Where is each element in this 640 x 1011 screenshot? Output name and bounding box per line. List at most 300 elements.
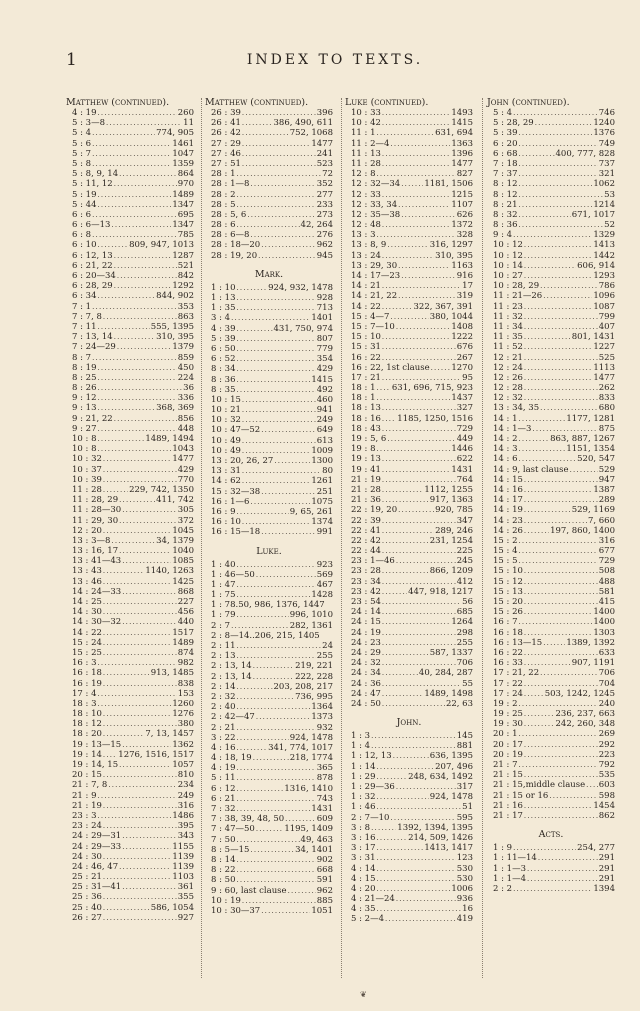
dot-leader — [382, 495, 429, 505]
dot-leader — [98, 200, 172, 210]
dot-leader — [258, 251, 316, 261]
page-references: 591 — [316, 875, 333, 886]
verse-reference: 13 : 3—8 — [72, 535, 111, 546]
page-references: 277 — [316, 189, 333, 200]
dot-leader — [242, 395, 316, 405]
dot-leader — [524, 302, 592, 312]
dot-leader — [237, 804, 311, 814]
page-references: 440 — [177, 617, 194, 628]
index-entry — [487, 770, 615, 780]
page-references: 412 — [456, 576, 473, 587]
verse-reference: 24 : 34 — [351, 668, 381, 679]
page-references: 810 — [177, 770, 194, 781]
dot-leader — [98, 373, 177, 383]
page-references: 1477 — [311, 138, 333, 149]
index-entry — [66, 393, 194, 403]
index-entry — [487, 251, 615, 261]
index-entry — [345, 454, 473, 464]
verse-reference: 10 : 12 — [493, 240, 523, 251]
dot-leader — [524, 526, 549, 536]
index-entry — [487, 169, 615, 179]
verse-reference: 13 : 24 — [351, 250, 381, 261]
index-entry — [205, 527, 333, 537]
page-references: 774, 905 — [156, 128, 194, 139]
dot-leader — [114, 281, 172, 291]
index-entry — [205, 886, 333, 896]
index-entry — [66, 332, 194, 342]
page-references: 746 — [598, 108, 615, 118]
dot-leader — [261, 240, 316, 250]
page-references: 680 — [598, 403, 615, 414]
index-entry — [66, 801, 194, 811]
page-references: 609 — [316, 814, 333, 825]
index-entry — [345, 751, 473, 761]
page-references: 1103 — [172, 872, 194, 883]
index-section — [205, 267, 333, 538]
page-references: 1155 — [172, 841, 194, 852]
dot-leader — [524, 332, 571, 342]
dot-leader — [119, 516, 177, 526]
page-references: 603 — [598, 780, 615, 791]
page-references: 1493 — [451, 108, 473, 118]
page-references: 598 — [598, 790, 615, 801]
dot-leader — [250, 497, 310, 507]
section-heading: Matthew (continued). — [66, 97, 170, 108]
dot-leader — [253, 661, 294, 671]
verse-reference: 16 : 22, 1st clause — [351, 362, 430, 373]
page-references: 713 — [316, 303, 333, 314]
index-entry — [66, 353, 194, 363]
page-references: 1045 — [172, 525, 194, 536]
page-references: 343 — [177, 831, 194, 842]
dot-leader — [250, 230, 315, 240]
index-entry — [66, 240, 194, 250]
page-references: 1329 — [593, 230, 615, 241]
index-entry — [487, 628, 615, 638]
index-entry — [345, 200, 473, 210]
page-references: 587, 1337 — [429, 647, 473, 658]
page-references: 779 — [316, 343, 333, 354]
dot-leader — [103, 729, 144, 739]
dot-leader — [382, 118, 450, 128]
dot-leader — [524, 689, 544, 699]
index-entry — [487, 556, 615, 566]
index-entry — [66, 699, 194, 709]
verse-reference: 10 : 33 — [351, 108, 381, 118]
page-references: 704 — [598, 678, 615, 689]
index-entry — [66, 882, 194, 892]
page-references: 1431 — [451, 464, 473, 475]
index-entry — [487, 843, 615, 853]
verse-reference: 10 : 21 — [211, 405, 241, 416]
dot-leader — [382, 668, 418, 678]
verse-reference: 23 : 24 — [72, 821, 102, 832]
index-entry — [205, 179, 333, 189]
dot-leader — [586, 780, 598, 790]
verse-reference: 28 : 6 — [211, 220, 236, 231]
verse-reference: 12 : 20 — [72, 525, 102, 536]
page-references: 924, 1478 — [429, 792, 473, 803]
page-references: 336 — [177, 393, 194, 404]
page-references: 633 — [598, 647, 615, 658]
verse-reference: 18 : 1 — [351, 393, 376, 404]
index-entry — [66, 780, 194, 790]
index-entry — [205, 139, 333, 149]
page-references: 429 — [177, 464, 194, 475]
page-references: 22, 63 — [445, 698, 473, 709]
dot-leader — [237, 190, 316, 200]
index-section — [345, 715, 473, 925]
dot-leader — [382, 485, 423, 495]
page-references: 1431 — [311, 804, 333, 814]
index-entry — [345, 118, 473, 128]
dot-leader — [524, 566, 598, 576]
index-entry — [66, 729, 194, 739]
dot-leader — [237, 875, 316, 885]
index-entry — [205, 621, 333, 631]
index-entry — [487, 271, 615, 281]
dot-leader — [117, 271, 177, 281]
dot-leader — [237, 293, 316, 303]
index-entry — [487, 373, 615, 383]
page-references: 1387 — [593, 484, 615, 495]
dot-leader — [431, 363, 451, 373]
verse-reference: 14 : 17—23 — [351, 271, 401, 281]
page-references: 341, 774, 1017 — [268, 742, 333, 753]
index-entry — [66, 913, 194, 923]
dot-leader — [570, 465, 598, 475]
dot-leader — [237, 692, 295, 702]
dot-leader — [242, 466, 321, 476]
dot-leader — [122, 882, 177, 892]
index-entry — [345, 894, 473, 904]
index-entry — [487, 719, 615, 729]
dot-leader — [250, 179, 315, 189]
page-references: 856 — [177, 413, 194, 424]
verse-reference: 21 : 16 — [493, 800, 523, 811]
page-references: 996, 1010 — [289, 610, 333, 621]
verse-reference: 10 : 49 — [211, 435, 241, 446]
index-entry — [66, 149, 194, 159]
dot-leader — [261, 487, 316, 497]
dot-leader — [237, 641, 322, 651]
verse-reference: 20 : 15 — [72, 770, 102, 781]
index-entry — [345, 516, 473, 526]
index-entry — [345, 424, 473, 434]
verse-reference: 2 : 13, 14 — [211, 671, 252, 682]
index-entry — [487, 577, 615, 587]
index-entry — [205, 763, 333, 773]
verse-reference: 21 : 17 — [493, 810, 523, 821]
dot-leader — [237, 303, 316, 313]
index-entry — [487, 332, 615, 342]
dot-leader — [92, 353, 177, 363]
verse-reference: 18 : 13 — [351, 403, 381, 414]
verse-reference: 25 : 31—41 — [72, 882, 122, 893]
verse-reference: 1 : 75 — [211, 590, 236, 601]
page-references: 291 — [598, 863, 615, 874]
page-references: 631, 696, 715, 923 — [391, 383, 473, 394]
verse-reference: 21 : 15 — [493, 770, 523, 781]
page-references: 530 — [456, 863, 473, 874]
page-references: 245 — [456, 556, 473, 567]
dot-leader — [117, 342, 172, 352]
verse-reference: 16 : 18 — [72, 668, 102, 679]
column-divider — [201, 98, 202, 978]
index-entry — [205, 580, 333, 590]
dot-leader — [513, 843, 576, 853]
index-entry — [487, 118, 615, 128]
page-references: 917, 1363 — [429, 495, 473, 506]
page-references: 40, 284, 287 — [418, 668, 473, 679]
index-entry — [66, 281, 194, 291]
section-heading: Acts. — [538, 829, 564, 841]
index-entry — [205, 682, 333, 692]
index-entry — [205, 128, 333, 138]
page-references: 1477 — [172, 454, 194, 465]
dot-leader — [119, 862, 171, 872]
page-references: 936 — [456, 894, 473, 905]
verse-reference: 23 : 3 — [72, 810, 97, 821]
verse-reference: 12 : 21 — [493, 352, 523, 363]
index-entry — [487, 342, 615, 352]
index-entry — [205, 906, 333, 916]
page-references: 523 — [316, 158, 333, 169]
index-entry — [487, 864, 615, 874]
dot-leader — [532, 424, 597, 434]
verse-reference: 5 : 39 — [211, 333, 236, 344]
dot-leader — [543, 291, 592, 301]
verse-reference: 21 : 28 — [351, 484, 381, 495]
index-entry — [205, 896, 333, 906]
page-references: 153 — [177, 688, 194, 699]
verse-reference: 14 : 16 — [493, 484, 523, 495]
index-entry — [345, 230, 473, 240]
verse-reference: 10 : 12 — [493, 250, 523, 261]
verse-reference: 1 : 12, 13 — [351, 751, 392, 762]
verse-reference: 13 : 34, 35 — [493, 403, 540, 414]
verse-reference: 12 : 33 — [351, 189, 381, 200]
index-entry — [66, 190, 194, 200]
verse-reference: 13 : 43 — [72, 566, 102, 577]
verse-reference: 1 : 32 — [351, 792, 376, 803]
page-references: 1139 — [172, 851, 194, 862]
index-entry — [345, 864, 473, 874]
dot-leader — [237, 220, 300, 230]
dot-leader — [377, 169, 456, 179]
column-divider — [482, 98, 483, 978]
verse-reference: 18 : 10 — [72, 709, 102, 720]
index-entry — [205, 855, 333, 865]
index-entry — [66, 811, 194, 821]
page-references: 450 — [177, 362, 194, 373]
dot-leader — [382, 190, 450, 200]
index-entry — [345, 628, 473, 638]
verse-reference: 23 : 28 — [351, 566, 381, 577]
verse-reference: 28 : 19, 20 — [211, 250, 258, 261]
verse-reference: 15 : 10 — [493, 566, 523, 577]
dot-leader — [92, 302, 177, 312]
dot-leader — [103, 709, 171, 719]
page-references: 233 — [316, 199, 333, 210]
page-references: 764 — [456, 474, 473, 485]
dot-leader — [549, 791, 597, 801]
verse-reference: 14 : 15 — [493, 474, 523, 485]
verse-reference: 6 : 20 — [493, 138, 518, 149]
index-entry — [66, 210, 194, 220]
dot-leader — [103, 628, 171, 638]
dot-leader — [524, 312, 598, 322]
index-entry — [345, 823, 473, 833]
dot-leader — [98, 689, 177, 699]
dot-leader — [543, 638, 565, 648]
verse-reference: 14 : 21, 22 — [351, 291, 398, 302]
page-references: 255 — [456, 637, 473, 648]
section-heading: Luke (continued). — [345, 97, 429, 108]
dot-leader — [98, 791, 177, 801]
dot-leader — [382, 332, 450, 342]
page-references: 431, 750, 974 — [273, 323, 333, 334]
page-references: 9, 65, 261 — [289, 506, 333, 517]
page-references: 305 — [177, 505, 194, 516]
index-entry — [205, 631, 333, 641]
index-entry — [345, 281, 473, 291]
dot-leader — [540, 281, 598, 291]
dot-leader — [513, 108, 598, 118]
index-entry — [66, 892, 194, 902]
page-references: 801, 1431 — [571, 332, 615, 343]
verse-reference: 3 : 16 — [351, 832, 376, 843]
verse-reference: 12 : 24 — [493, 362, 523, 373]
index-entry — [345, 444, 473, 454]
page-references: 1215 — [451, 189, 473, 200]
verse-reference: 7 : 32 — [211, 804, 236, 814]
index-entry — [487, 546, 615, 556]
page-references: 1347 — [172, 220, 194, 231]
dot-leader — [519, 546, 598, 556]
index-entry — [66, 903, 194, 913]
page-references: 1287 — [172, 250, 194, 261]
verse-reference: 19 : 25 — [493, 709, 523, 720]
page-references: 269 — [598, 729, 615, 740]
dot-leader — [103, 903, 150, 913]
page-references: 52 — [604, 220, 615, 231]
page-references: 1362 — [172, 739, 194, 750]
index-entry — [345, 240, 473, 250]
dot-leader — [377, 444, 451, 454]
index-entry — [487, 689, 615, 699]
index-column-1 — [66, 97, 194, 923]
verse-reference: 13 : 29, 30 — [351, 260, 398, 271]
verse-reference: 6 : 34 — [72, 291, 97, 302]
page-references: 1139 — [172, 861, 194, 872]
dot-leader — [524, 393, 598, 403]
dot-leader — [237, 773, 316, 783]
index-entry — [205, 240, 333, 250]
index-entry — [66, 566, 194, 576]
page-references: 706 — [598, 668, 615, 679]
verse-reference: 14 : 22 — [351, 301, 381, 312]
verse-reference: 13 : 20, 26, 27 — [211, 456, 274, 466]
index-entry — [66, 740, 194, 750]
page-references: 1413, 1417 — [424, 843, 473, 854]
dot-leader — [382, 149, 450, 159]
verse-reference: 14 : 1—3 — [493, 423, 532, 434]
verse-reference: 1 : 13 — [211, 293, 236, 303]
page-references: 1517 — [172, 627, 194, 638]
index-entry — [487, 108, 615, 118]
page-references: 503, 1242, 1245 — [544, 688, 615, 699]
index-entry — [345, 648, 473, 658]
page-references: 1486 — [172, 810, 194, 821]
dot-leader — [519, 159, 598, 169]
page-references: 447, 918, 1217 — [408, 586, 473, 597]
index-entry — [205, 743, 333, 753]
index-entry — [345, 495, 473, 505]
index-entry — [205, 118, 333, 128]
verse-reference: 8 : 26 — [72, 383, 97, 394]
verse-reference: 27 : 46 — [211, 148, 241, 159]
dot-leader — [382, 302, 413, 312]
dot-leader — [519, 536, 598, 546]
page-references: 1096 — [593, 291, 615, 302]
index-entry — [345, 638, 473, 648]
index-entry — [205, 641, 333, 651]
page-references: 799 — [598, 311, 615, 322]
page-references: 1040 — [172, 546, 194, 557]
verse-reference: 8 : 36 — [493, 220, 518, 231]
page-references: 310, 395 — [435, 250, 473, 261]
verse-reference: 13 : 3 — [351, 230, 376, 241]
dot-leader — [119, 760, 171, 770]
dot-leader — [513, 884, 592, 894]
verse-reference: 28 : 5 — [211, 199, 236, 210]
dot-leader — [377, 383, 391, 393]
dot-leader — [540, 403, 598, 413]
index-section — [487, 97, 615, 821]
index-entry — [205, 210, 333, 220]
dot-leader — [237, 794, 316, 804]
dot-leader — [108, 780, 176, 790]
index-entry — [205, 784, 333, 794]
verse-reference: 4 : 19 — [72, 108, 97, 118]
verse-reference: 14 : 1 — [493, 413, 518, 424]
page-references: 581 — [598, 586, 615, 597]
verse-reference: 19 : 30 — [493, 719, 523, 730]
index-entry — [66, 862, 194, 872]
dot-leader — [237, 865, 316, 875]
dot-leader — [524, 505, 571, 515]
verse-reference: 24 : 36 — [351, 678, 381, 689]
verse-reference: 5 : 39 — [493, 128, 518, 139]
dot-leader — [377, 843, 424, 853]
page-references: 1276, 1516, 1517 — [118, 749, 194, 760]
index-entry — [205, 865, 333, 875]
verse-reference: 15 : 10 — [351, 332, 381, 343]
verse-reference: 28 : 6—8 — [211, 230, 250, 241]
index-entry — [487, 424, 615, 434]
dot-leader — [103, 577, 171, 587]
index-entry — [345, 302, 473, 312]
index-entry — [487, 668, 615, 678]
verse-reference: 15 : 13 — [493, 586, 523, 597]
verse-reference: 22 : 39 — [351, 515, 381, 526]
dot-leader — [231, 313, 310, 323]
index-entry — [487, 505, 615, 515]
verse-reference: 27 : 51 — [211, 158, 241, 169]
section-heading: Luke. — [256, 545, 282, 557]
footer-ornament: ❦ — [360, 990, 367, 999]
